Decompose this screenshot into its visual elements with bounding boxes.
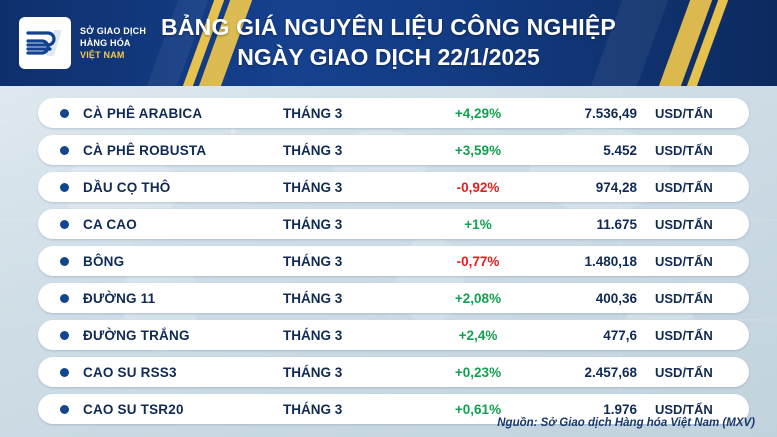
row-bullet-icon <box>60 146 69 155</box>
price-unit: USD/TẤN <box>655 290 713 306</box>
row-bullet-icon <box>60 183 69 192</box>
brand-line-3: VIỆT NAM <box>80 50 125 60</box>
contract-month: THÁNG 3 <box>283 179 343 195</box>
table-row[interactable] <box>38 320 749 350</box>
price-value: 400,36 <box>595 290 637 306</box>
price-unit: USD/TẤN <box>655 142 713 158</box>
contract-month: THÁNG 3 <box>283 364 343 380</box>
source-note: Nguồn: Sở Giao dịch Hàng hóa Việt Nam (MXV) <box>497 417 755 429</box>
row-bullet-icon <box>60 294 69 303</box>
change-percent: +4,29% <box>454 105 502 121</box>
brand-line-1: SỞ GIAO DỊCH <box>80 26 147 36</box>
change-percent: +1% <box>464 216 492 232</box>
contract-month: THÁNG 3 <box>283 105 343 121</box>
table-row[interactable] <box>38 135 749 165</box>
table-row[interactable] <box>38 246 749 276</box>
commodity-name: CAO SU RSS3 <box>83 364 177 380</box>
contract-month: THÁNG 3 <box>283 142 343 158</box>
table-row[interactable] <box>38 283 749 313</box>
change-percent: -0,77% <box>456 253 500 269</box>
row-bullet-icon <box>60 331 69 340</box>
price-unit: USD/TẤN <box>655 179 713 195</box>
table-row[interactable] <box>38 98 749 128</box>
commodity-name: ĐƯỜNG 11 <box>83 290 156 306</box>
commodity-name: CÀ PHÊ ROBUSTA <box>83 142 207 158</box>
commodity-name: CÀ PHÊ ARABICA <box>83 105 203 121</box>
row-bullet-icon <box>60 220 69 229</box>
price-value: 477,6 <box>603 327 637 343</box>
table-row[interactable] <box>38 172 749 202</box>
table-row[interactable] <box>38 209 749 239</box>
price-value: 974,28 <box>595 179 637 195</box>
row-bullet-icon <box>60 109 69 118</box>
price-unit: USD/TẤN <box>655 327 713 343</box>
contract-month: THÁNG 3 <box>283 401 343 417</box>
price-unit: USD/TẤN <box>655 216 713 232</box>
contract-month: THÁNG 3 <box>283 327 343 343</box>
price-value: 11.675 <box>596 216 637 232</box>
contract-month: THÁNG 3 <box>283 253 343 269</box>
price-value: 5.452 <box>603 142 637 158</box>
brand-line-2: HÀNG HÓA <box>80 38 131 48</box>
title-line-1: BẢNG GIÁ NGUYÊN LIỆU CÔNG NGHIỆP <box>161 14 616 40</box>
page-title <box>0 12 777 72</box>
commodity-name: ĐƯỜNG TRẮNG <box>83 327 190 343</box>
commodity-name: CAO SU TSR20 <box>83 401 184 417</box>
commodity-name: BÔNG <box>83 253 125 269</box>
change-percent: +0,23% <box>454 364 502 380</box>
price-value: 7.536,49 <box>584 105 637 121</box>
price-value: 1.480,18 <box>584 253 637 269</box>
change-percent: +0,61% <box>454 401 502 417</box>
commodity-name: DẦU CỌ THÔ <box>83 179 171 195</box>
price-value: 2.457,68 <box>584 364 637 380</box>
commodity-name: CA CAO <box>83 216 137 232</box>
table-row[interactable] <box>38 357 749 387</box>
price-unit: USD/TẤN <box>655 105 713 121</box>
contract-month: THÁNG 3 <box>283 290 343 306</box>
change-percent: +3,59% <box>454 142 502 158</box>
row-bullet-icon <box>60 405 69 414</box>
row-bullet-icon <box>60 368 69 377</box>
change-percent: +2,08% <box>454 290 502 306</box>
change-percent: +2,4% <box>458 327 498 343</box>
commodity-table <box>0 86 777 424</box>
title-line-2: NGÀY GIAO DỊCH 22/1/2025 <box>237 44 540 70</box>
price-unit: USD/TẤN <box>655 364 713 380</box>
row-bullet-icon <box>60 257 69 266</box>
header-bar <box>0 0 777 86</box>
change-percent: -0,92% <box>456 179 500 195</box>
price-unit: USD/TẤN <box>655 253 713 269</box>
contract-month: THÁNG 3 <box>283 216 343 232</box>
price-unit: USD/TẤN <box>655 401 713 417</box>
price-value: 1.976 <box>603 401 637 417</box>
